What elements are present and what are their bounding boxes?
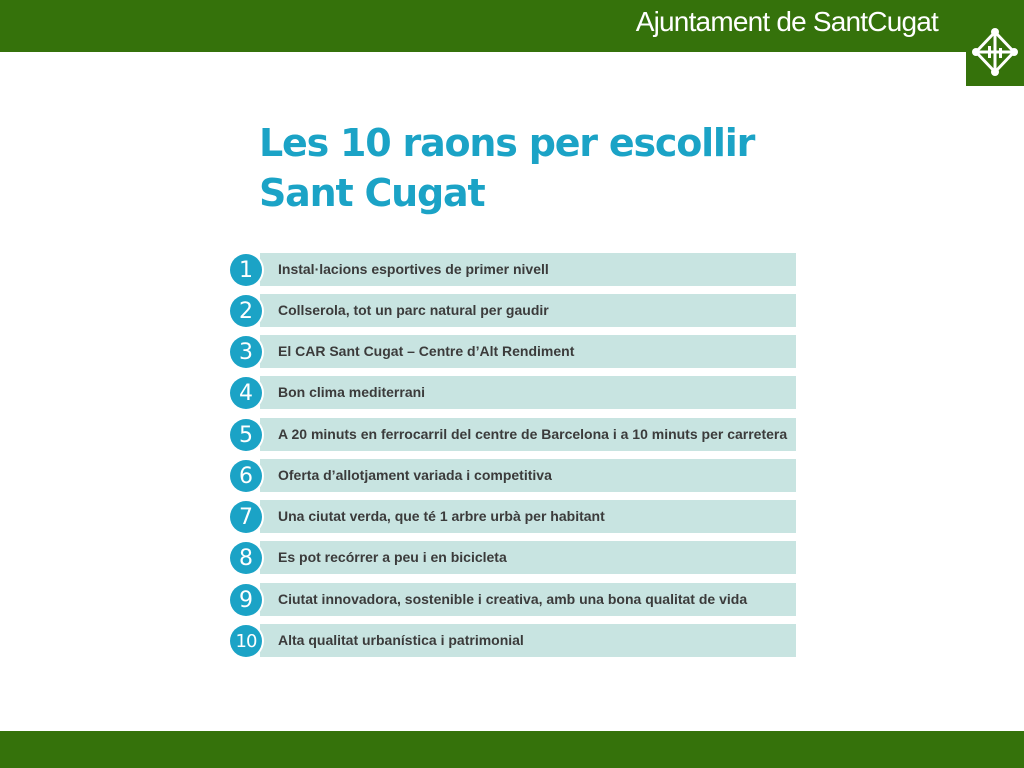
reason-number-badge: 1 <box>230 254 262 286</box>
city-emblem-icon <box>970 26 1020 78</box>
list-item <box>230 541 796 574</box>
footer-bar <box>0 731 1024 768</box>
list-item <box>230 624 796 657</box>
list-item <box>230 418 796 451</box>
slide-title <box>259 118 819 218</box>
list-item <box>230 376 796 409</box>
reason-number-badge: 9 <box>230 584 262 616</box>
reason-text: El CAR Sant Cugat – Centre d’Alt Rendiment <box>278 343 575 359</box>
reason-text: Instal·lacions esportives de primer nivell <box>278 261 549 277</box>
reason-text: Collserola, tot un parc natural per gaudir <box>278 302 549 318</box>
list-item <box>230 294 796 327</box>
header-bar <box>0 0 1024 52</box>
reason-number-badge: 6 <box>230 460 262 492</box>
reason-number-badge: 3 <box>230 336 262 368</box>
reason-number-badge: 10 <box>230 625 262 657</box>
reason-number-badge: 8 <box>230 542 262 574</box>
reason-number-badge: 5 <box>230 419 262 451</box>
reason-text: A 20 minuts en ferrocarril del centre de Barcelona i a 10 minuts per carretera <box>278 426 788 442</box>
reason-text: Alta qualitat urbanística i patrimonial <box>278 632 524 648</box>
reason-text: Es pot recórrer a peu i en bicicleta <box>278 549 507 565</box>
list-item <box>230 583 796 616</box>
list-item <box>230 500 796 533</box>
reason-text: Ciutat innovadora, sostenible i creativa, amb una bona qualitat de vida <box>278 591 748 607</box>
reason-text: Bon clima mediterrani <box>278 384 426 400</box>
reason-number-badge: 2 <box>230 295 262 327</box>
logo <box>966 20 1024 86</box>
list-item <box>230 335 796 368</box>
reason-text: Una ciutat verda, que té 1 arbre urbà per habitant <box>278 508 605 524</box>
slide-title-line-1: Les 10 raons per escollir <box>259 121 755 165</box>
reason-number-badge: 7 <box>230 501 262 533</box>
reason-number-badge: 4 <box>230 377 262 409</box>
header-title: Ajuntament de SantCugat <box>635 6 938 37</box>
reason-text: Oferta d’allotjament variada i competitiva <box>278 467 552 483</box>
list-item <box>230 253 796 286</box>
slide-title-line-2: Sant Cugat <box>259 171 485 215</box>
list-item <box>230 459 796 492</box>
